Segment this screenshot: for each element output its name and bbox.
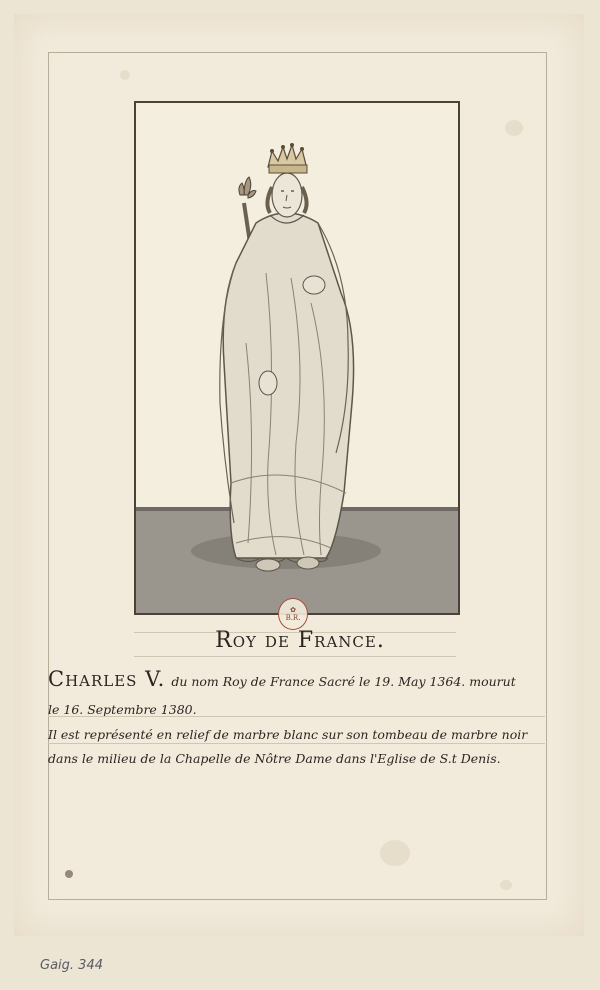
caption-line-1 (48, 667, 558, 691)
plate-title: Roy de France. (215, 628, 385, 653)
sovereign-name: Charles V. (48, 667, 166, 691)
king-effigy-drawing (136, 103, 458, 613)
stamp-emblem: ✿ (290, 606, 296, 614)
caption-rule (48, 743, 545, 744)
caption-rule (48, 716, 545, 717)
shelfmark-label: Gaig. 344 (40, 958, 103, 973)
caption-line-4: dans le milieu de la Chapelle de Nôtre Dame dans l'Eglise de S.t Denis. (48, 751, 501, 766)
right-hand (259, 371, 277, 395)
stamp-initials: B.R. (285, 614, 301, 622)
robe (223, 213, 353, 558)
caption-line-1-text: du nom Roy de France Sacré le 19. May 1364. mourut (171, 674, 516, 689)
portrait-frame (134, 101, 460, 615)
caption-line-3: Il est représenté en relief de marbre blanc sur son tombeau de marbre noir (48, 727, 528, 742)
title-rule-bottom (134, 656, 456, 657)
library-stamp (278, 598, 308, 630)
left-hand (303, 276, 325, 294)
fleur-de-lis-icon (239, 177, 256, 198)
caption-line-2: le 16. Septembre 1380. (48, 702, 197, 717)
